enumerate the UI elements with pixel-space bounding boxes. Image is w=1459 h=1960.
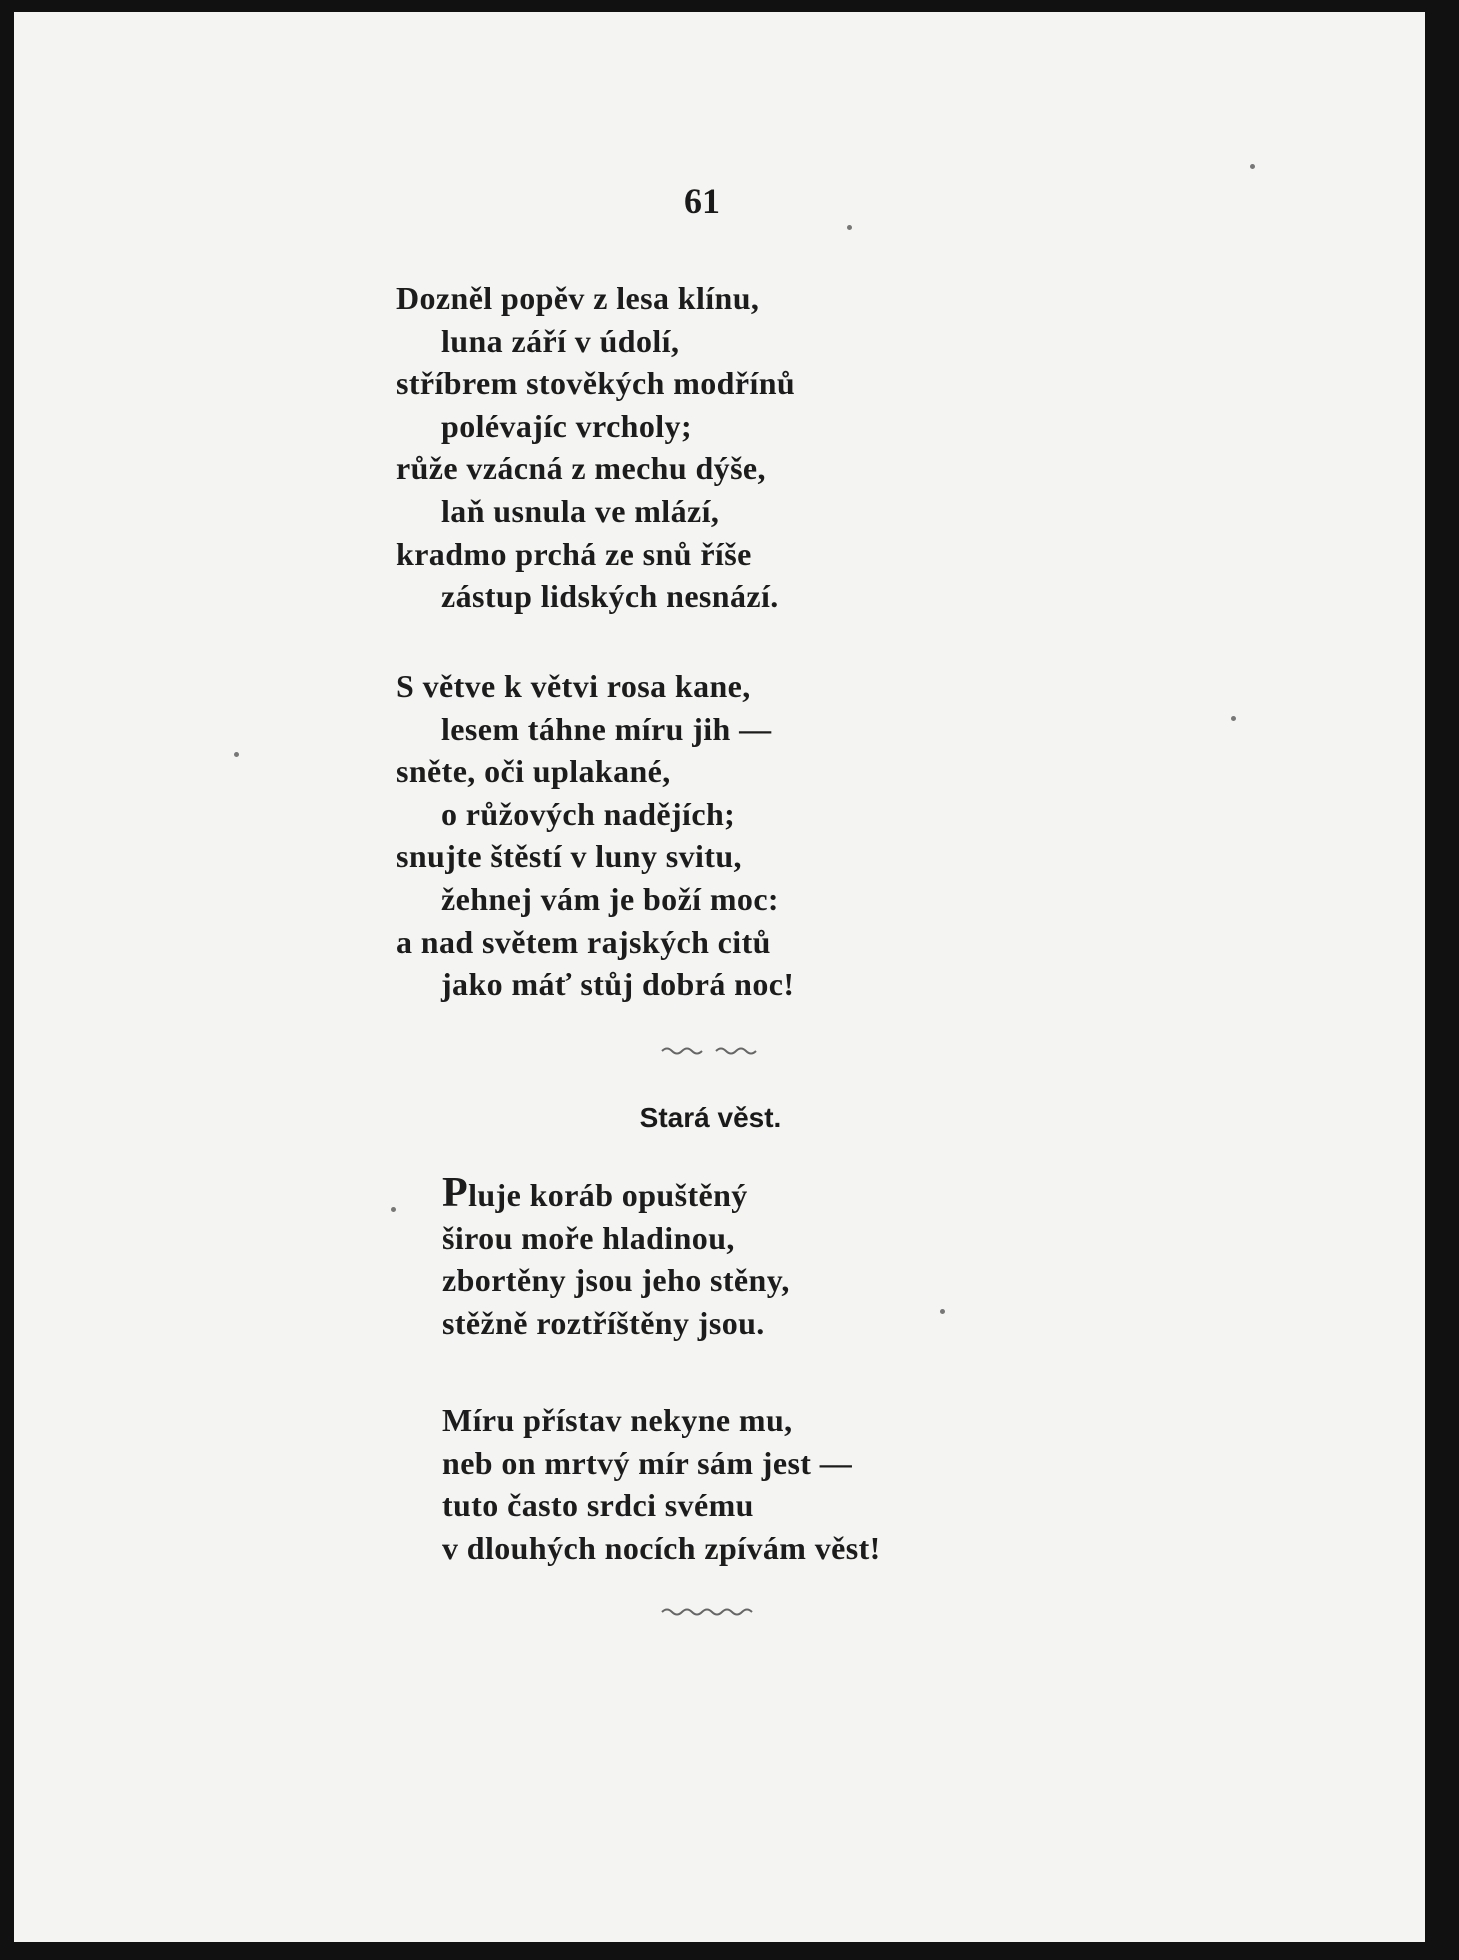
paper-speck (1250, 164, 1255, 169)
poem-title: Stará věst. (639, 1102, 782, 1133)
stanza-1 (396, 277, 795, 618)
paper-speck (847, 225, 852, 230)
verse-line: stěžně roztříštěny jsou. (442, 1304, 765, 1341)
verse-line: Míru přístav nekyne mu, (442, 1402, 793, 1438)
verse-line: o růžových nadějích; (441, 795, 736, 832)
verse-line: žehnej vám je boží moc: (441, 880, 779, 917)
verse-line-rest: luje koráb opuštěný (468, 1177, 748, 1213)
verse-line: v dlouhých nocích zpívám věst! (442, 1529, 881, 1566)
drop-cap: P (442, 1170, 469, 1216)
verse-line: snujte štěstí v luny svitu, (396, 838, 742, 875)
verse-line: jako máť stůj dobrá noc! (441, 966, 795, 1003)
verse-line: Dozněl popěv z lesa klínu, (396, 280, 760, 316)
wavy-divider-ornament (660, 1605, 760, 1617)
wavy-divider-ornament (660, 1044, 760, 1056)
verse-line-first (442, 1172, 790, 1217)
verse-line: růže vzácná z mechu dýše, (396, 450, 766, 487)
page-number: 61 (684, 181, 720, 221)
verse-line: zbortěny jsou jeho stěny, (442, 1262, 790, 1299)
verse-line: sněte, oči uplakané, (396, 753, 671, 790)
stanza-2 (396, 665, 794, 1006)
verse-line: lesem táhne míru jih — (441, 710, 772, 747)
verse-line: luna září v údolí, (441, 322, 680, 359)
verse-line: zástup lidských nesnází. (441, 578, 779, 615)
verse-line: a nad světem rajských citů (396, 923, 771, 960)
paper-speck (1231, 716, 1236, 721)
book-page (14, 12, 1425, 1942)
verse-line: laň usnula ve mlází, (441, 492, 720, 529)
verse-line: širou moře hladinou, (442, 1219, 735, 1256)
verse-line: tuto často srdci svému (442, 1487, 754, 1524)
verse-line: stříbrem stověkých modřínů (396, 365, 796, 402)
paper-speck (391, 1207, 396, 1212)
verse-line: S větve k větvi rosa kane, (396, 668, 751, 704)
verse-line: neb on mrtvý mír sám jest — (442, 1444, 853, 1481)
stanza-4 (442, 1399, 881, 1569)
verse-line: polévajíc vrcholy; (441, 407, 693, 444)
paper-speck (940, 1309, 945, 1314)
paper-speck (234, 752, 239, 757)
verse-line: kradmo prchá ze snů říše (396, 535, 752, 572)
stanza-3 (442, 1172, 790, 1344)
